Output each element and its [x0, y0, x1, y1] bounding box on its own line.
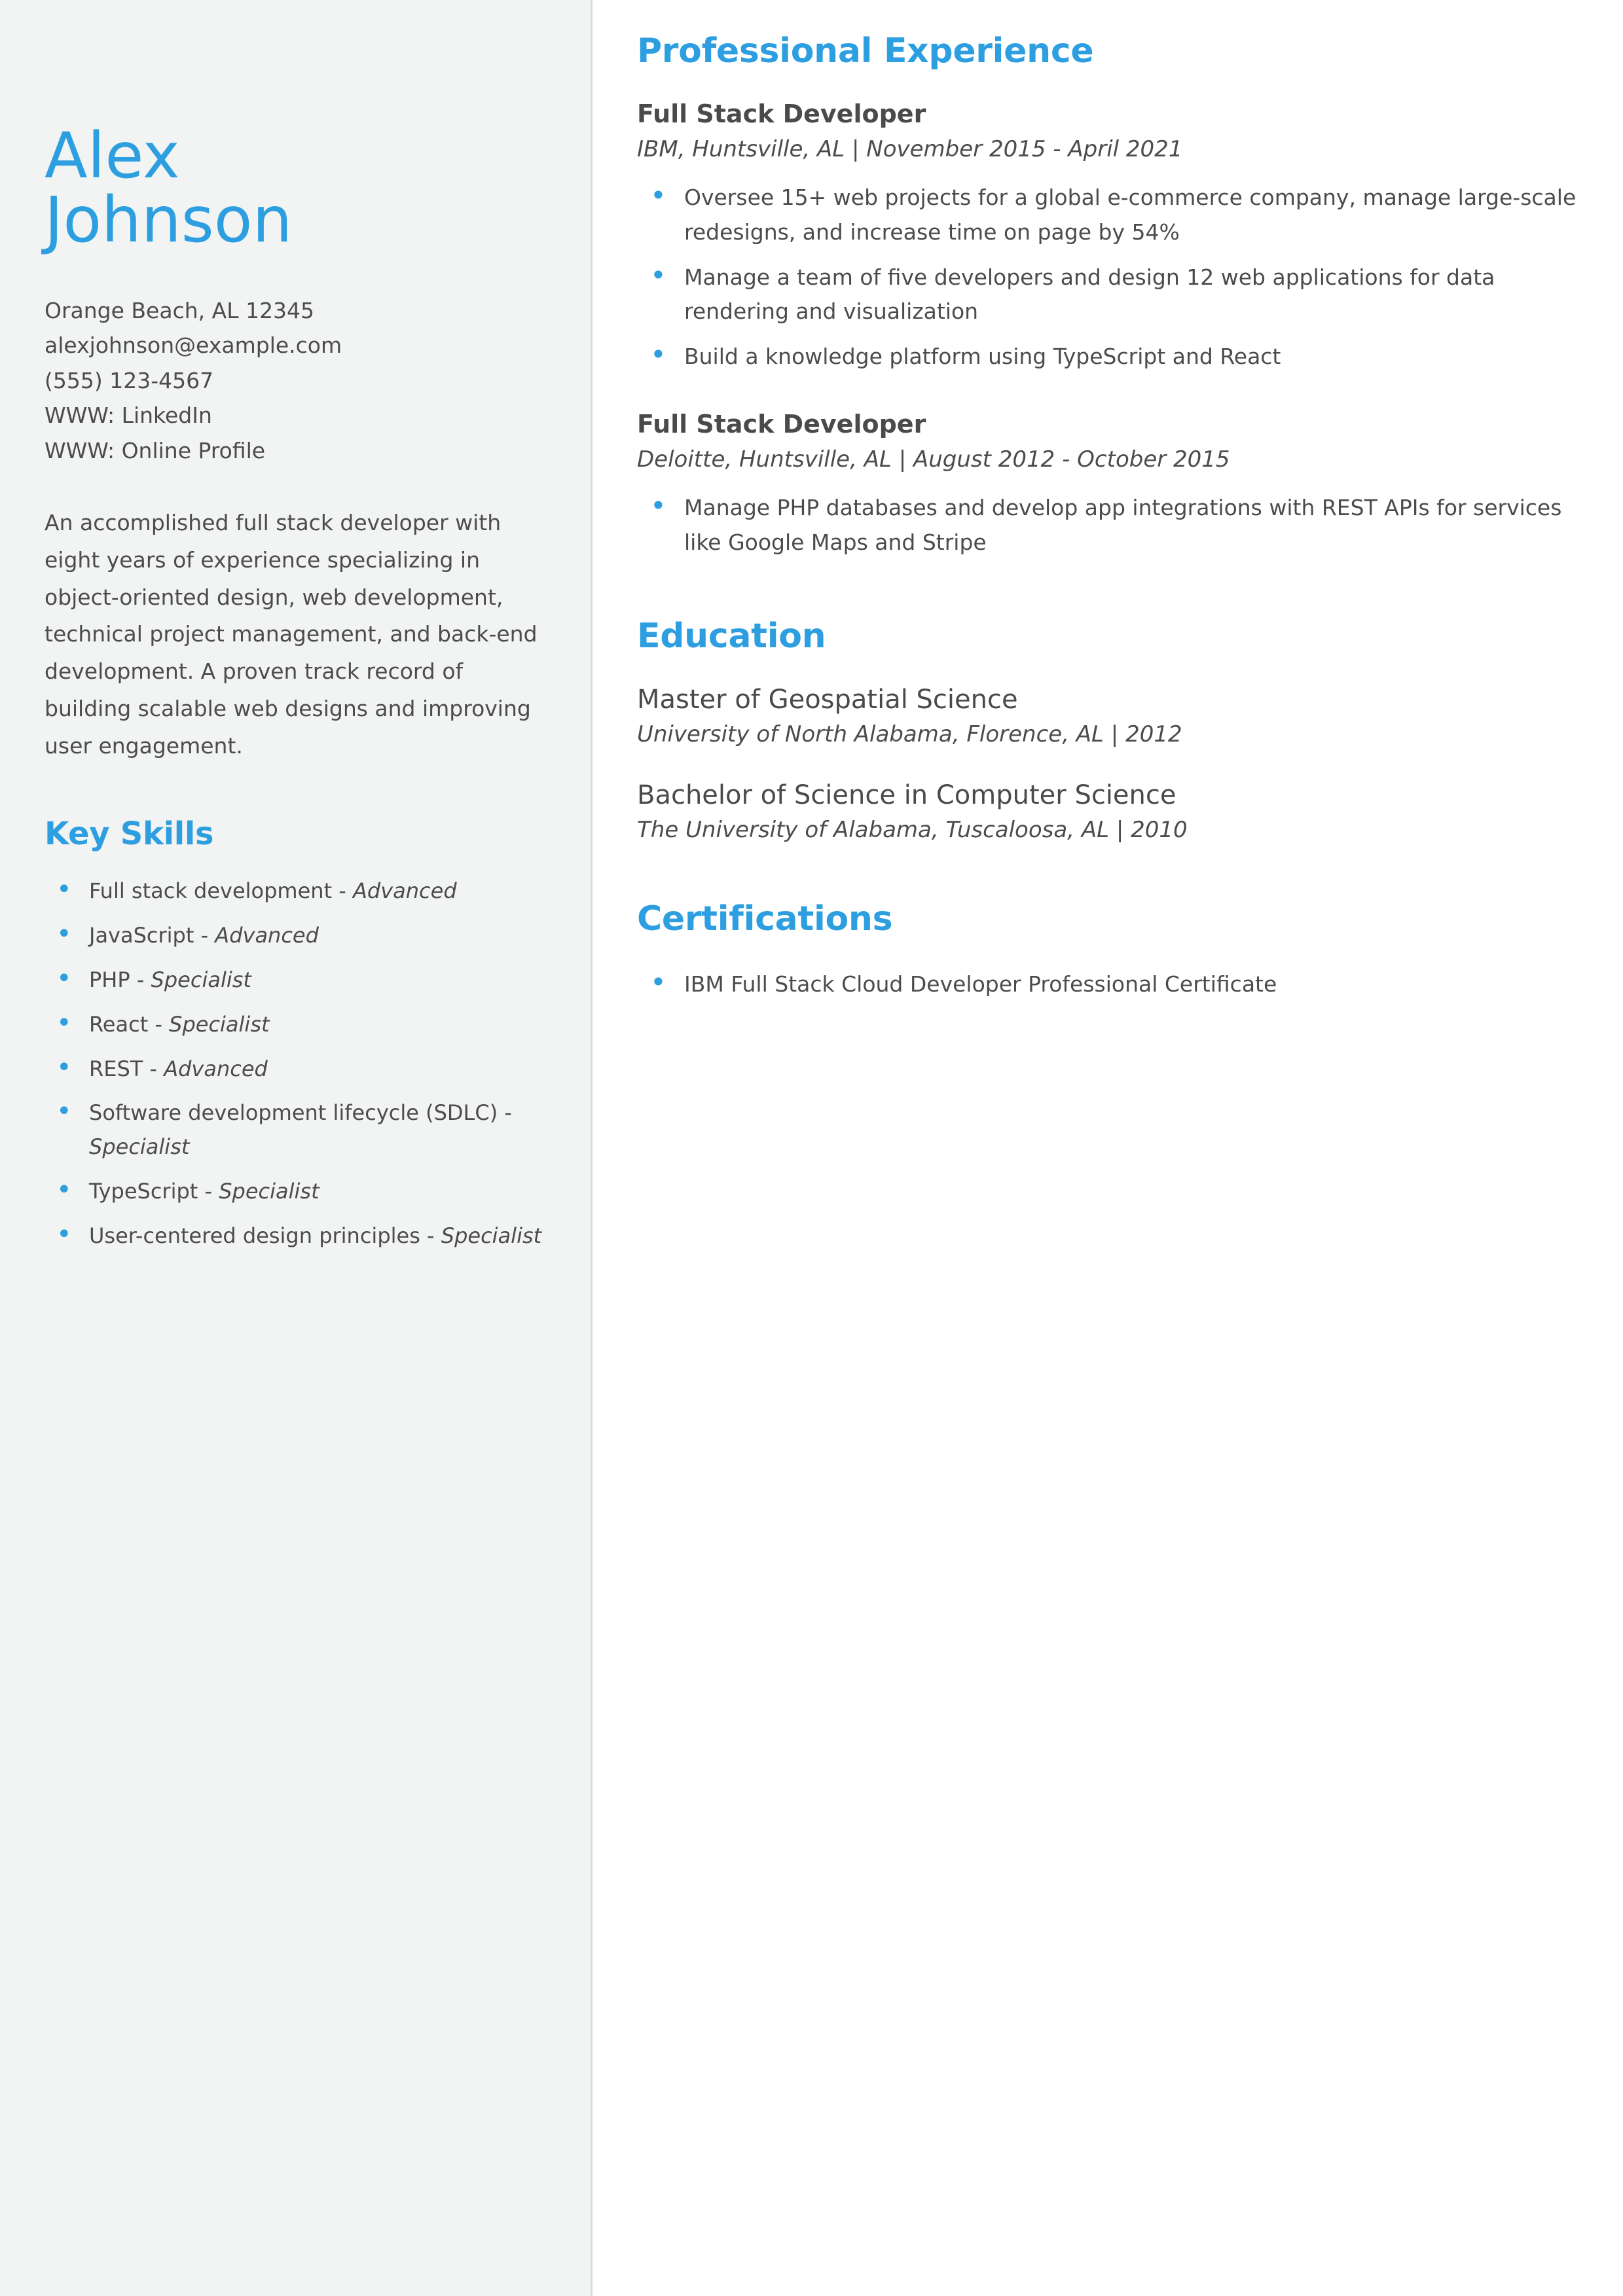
- certifications-heading: Certifications: [637, 899, 893, 939]
- experience-entry: [637, 99, 1577, 374]
- list-item: • Manage a team of five developers and design 12 web applications for data rendering and visualization: [637, 260, 1577, 330]
- skill-name: User-centered design principles -: [89, 1223, 441, 1248]
- skill-level: Advanced: [215, 923, 319, 948]
- skill-level: Advanced: [164, 1056, 268, 1081]
- list-item: [45, 1052, 546, 1086]
- skill-name: PHP -: [89, 967, 151, 992]
- candidate-first-name: Alex: [45, 119, 180, 192]
- experience-entry: [637, 410, 1577, 560]
- education-school: University of North Alabama, Florence, AL | 2012: [637, 721, 1182, 747]
- contact-address: Orange Beach, AL 12345: [45, 297, 315, 323]
- list-item: [45, 919, 546, 953]
- professional-summary: An accomplished full stack developer with eight years of experience specializing in object-oriented design, web development, technical project management, and back-end development. A proven track record of building scalable web designs and improving user engagement.: [45, 510, 538, 759]
- contact-phone: (555) 123-4567: [45, 367, 214, 393]
- key-skills-heading: Key Skills: [45, 816, 214, 853]
- job-responsibilities: [637, 181, 1577, 374]
- skill-name: Full stack development -: [89, 878, 353, 904]
- skill-name: Software development lifecycle (SDLC) -: [89, 1100, 512, 1126]
- contact-block: [45, 293, 546, 468]
- education-entry: [637, 780, 1577, 843]
- list-item: • Manage PHP databases and develop app integrations with REST APIs for services like Google Maps and Stripe: [637, 491, 1577, 560]
- resume-main: [593, 0, 1623, 2296]
- skill-level: Advanced: [353, 878, 457, 904]
- job-responsibilities: [637, 491, 1577, 560]
- skill-level: Specialist: [169, 1011, 270, 1037]
- list-item: • Oversee 15+ web projects for a global e-commerce company, manage large-scale redesigns, and increase time on page by 54%: [637, 181, 1577, 250]
- list-item: [45, 874, 546, 908]
- candidate-last-name: Johnson: [45, 183, 293, 257]
- contact-email[interactable]: alexjohnson@example.com: [45, 332, 342, 359]
- skill-level: Specialist: [441, 1223, 542, 1248]
- education-degree: Bachelor of Science in Computer Science: [637, 780, 1176, 810]
- skill-level: Specialist: [151, 967, 251, 992]
- candidate-name: [45, 119, 546, 257]
- skill-level: Specialist: [219, 1179, 319, 1204]
- job-meta: IBM, Huntsville, AL | November 2015 - April 2021: [637, 136, 1183, 162]
- list-item: [45, 1008, 546, 1042]
- job-meta: Deloitte, Huntsville, AL | August 2012 - October 2015: [637, 446, 1230, 473]
- key-skills-list: [45, 874, 546, 1253]
- list-item: [45, 1219, 546, 1253]
- list-item: • IBM Full Stack Cloud Developer Professional Certificate: [637, 967, 1577, 1002]
- skill-name: REST -: [89, 1056, 164, 1081]
- skill-name: React -: [89, 1011, 170, 1037]
- education-heading: Education: [637, 616, 826, 656]
- list-item: [45, 1175, 546, 1209]
- resume-sidebar: [0, 0, 593, 2296]
- contact-linkedin[interactable]: WWW: LinkedIn: [45, 403, 212, 429]
- job-title: Full Stack Developer: [637, 409, 926, 439]
- contact-online-profile[interactable]: WWW: Online Profile: [45, 437, 266, 463]
- job-title: Full Stack Developer: [637, 99, 926, 128]
- professional-experience-heading: Professional Experience: [637, 31, 1094, 71]
- education-degree: Master of Geospatial Science: [637, 684, 1018, 715]
- list-item: [45, 963, 546, 997]
- list-item: • Build a knowledge platform using TypeScript and React: [637, 340, 1577, 374]
- skill-level: Specialist: [89, 1134, 190, 1160]
- education-school: The University of Alabama, Tuscaloosa, AL | 2010: [637, 816, 1188, 843]
- skill-name: TypeScript -: [89, 1179, 219, 1204]
- certifications-list: [637, 967, 1577, 1002]
- skill-name: JavaScript -: [89, 923, 215, 948]
- list-item: [45, 1096, 546, 1164]
- education-entry: [637, 685, 1577, 747]
